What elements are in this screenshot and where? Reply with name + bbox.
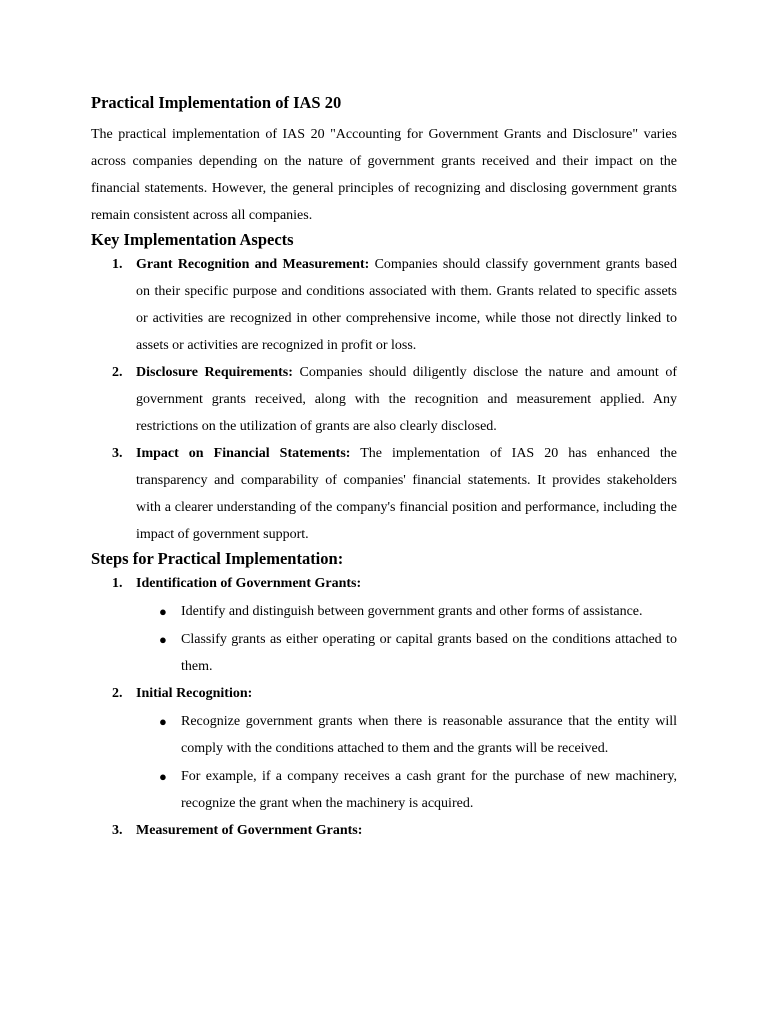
item-lead: Initial Recognition: [136, 686, 253, 701]
item-number: 2. [112, 365, 123, 380]
bullet-item [136, 763, 677, 817]
key-aspects-heading: Key Implementation Aspects [91, 230, 294, 249]
item-number: 1. [112, 576, 123, 591]
intro-paragraph: The practical implementation of IAS 20 "Accounting for Government Grants and Disclosure" varies across companies depending on the nature of government grants received and their impact on the financial statements. However, the general principles of recognizing and disclosing government grants remain consistent across all companies. [91, 127, 677, 223]
item-lead: Disclosure Requirements: [136, 365, 293, 380]
bullet-text: Classify grants as either operating or capital grants based on the conditions attached to them. [181, 632, 677, 674]
list-item [91, 680, 677, 817]
item-lead: Grant Recognition and Measurement: [136, 257, 370, 272]
item-number: 1. [112, 257, 123, 272]
item-number: 3. [112, 823, 123, 838]
item-lead: Identification of Government Grants: [136, 576, 362, 591]
list-item [91, 817, 677, 844]
list-item [91, 251, 677, 359]
item-text: Companies should diligently disclose the nature and amount of government grants received, along with the recognition and measurement applied. Any restrictions on the utilization of grants are also clearly disclosed. [136, 365, 677, 434]
steps-list [91, 570, 677, 844]
bullet-list [136, 598, 677, 680]
bullet-text: For example, if a company receives a cash grant for the purchase of new machinery, recognize the grant when the machinery is acquired. [181, 769, 677, 811]
item-text: Companies should classify government grants based on their specific purpose and conditions associated with them. Grants related to specific assets or activities are recognized in other comprehensive income, while those not directly linked to assets or activities are recognized in profit or loss. [136, 257, 677, 353]
list-item [91, 359, 677, 440]
item-lead: Measurement of Government Grants: [136, 823, 363, 838]
item-text: The implementation of IAS 20 has enhanced the transparency and comparability of companies' financial statements. It provides stakeholders with a clearer understanding of the company's financial position and performance, including the impact of government support. [136, 446, 677, 542]
list-item [91, 570, 677, 680]
bullet-icon: ● [159, 714, 167, 729]
bullet-list [136, 708, 677, 817]
item-number: 3. [112, 446, 123, 461]
page-title: Practical Implementation of IAS 20 [91, 93, 342, 112]
bullet-item [136, 598, 677, 625]
document-page [91, 92, 677, 844]
key-aspects-list [91, 251, 677, 548]
item-number: 2. [112, 686, 123, 701]
bullet-item [136, 708, 677, 762]
bullet-text: Identify and distinguish between government grants and other forms of assistance. [181, 604, 643, 619]
bullet-icon: ● [159, 769, 167, 784]
steps-heading: Steps for Practical Implementation: [91, 549, 344, 568]
bullet-icon: ● [159, 604, 167, 619]
bullet-item [136, 626, 677, 680]
list-item [91, 440, 677, 548]
bullet-icon: ● [159, 632, 167, 647]
bullet-text: Recognize government grants when there is reasonable assurance that the entity will comply with the conditions attached to them and the grants will be received. [181, 714, 677, 756]
item-lead: Impact on Financial Statements: [136, 446, 351, 461]
